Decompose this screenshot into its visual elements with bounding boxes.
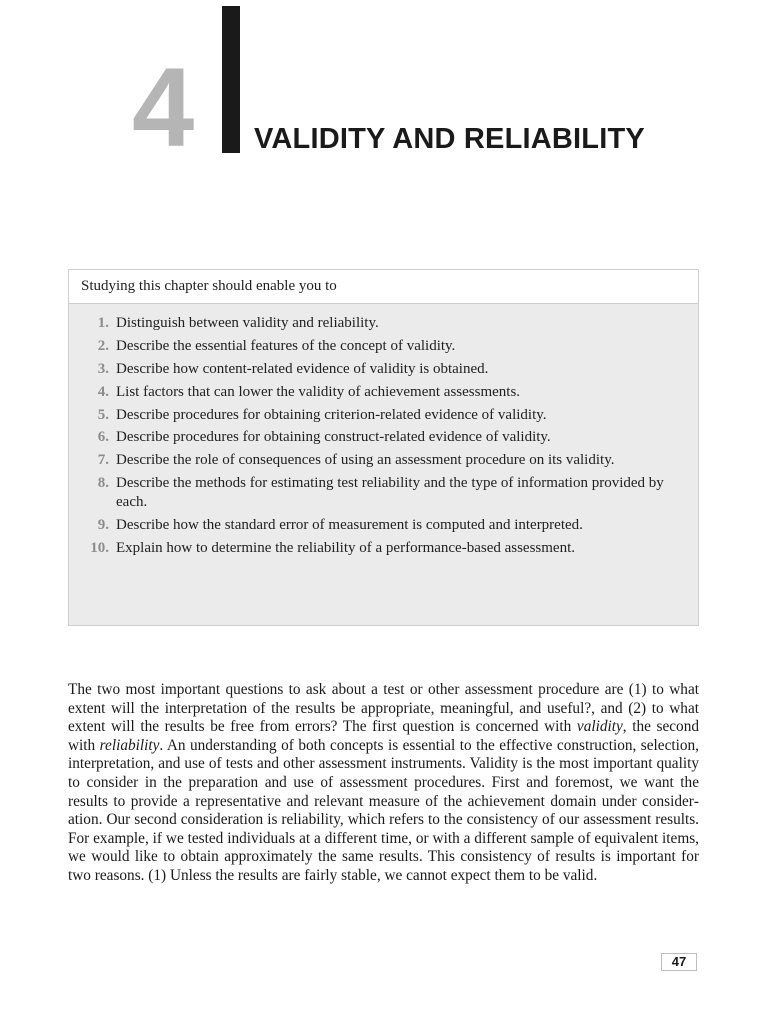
objective-text: Describe how content-related evidence of validity is obtained. <box>116 360 489 377</box>
objective-number: 1. <box>97 315 109 331</box>
learning-objectives-box <box>68 269 699 626</box>
objective-text: List factors that can lower the validity of achievement assessments. <box>116 383 521 400</box>
objective-text: Describe the role of consequences of using an assessment procedure on its validity. <box>116 452 615 469</box>
objective-text: Describe the methods for estimating test reliability and the type of information provided by each. <box>116 475 664 510</box>
page-number: 47 <box>661 953 697 971</box>
objective-text: Describe the essential features of the concept of validity. <box>116 337 456 354</box>
body-text-part-3: . An understanding of both concepts is essential to the effective construction, selection, interpretation, and use of tests and other assessment instruments. Validity is the most important quality to consider in the preparation and use of assessment procedures. First and foremost, we want the results to provide a representative and relevant measure of the achievement domain under consideration. Our second consideration is reliability, which refers to the consistency of our assessment results. For example, if we tested individuals at a different time, or with a different sample of equivalent items, we would like to obtain approximately the same results. This consistency of results is important for two reasons. (1) Unless the results are fairly stable, we cannot expect them to be valid. <box>68 736 699 884</box>
objective-item <box>69 451 698 470</box>
objective-item <box>69 337 698 356</box>
objective-item <box>69 474 698 511</box>
objective-item <box>69 428 698 447</box>
objective-number: 2. <box>97 337 109 354</box>
objective-item <box>69 406 698 425</box>
objective-item <box>69 539 698 558</box>
objective-text: Describe how the standard error of measurement is computed and interpreted. <box>116 516 583 533</box>
objective-item <box>69 314 698 333</box>
objective-item <box>69 516 698 535</box>
objective-text: Distinguish between validity and reliability. <box>116 315 379 331</box>
objective-number: 3. <box>97 360 109 377</box>
objective-item <box>69 383 698 402</box>
objectives-list <box>69 304 698 557</box>
objective-number: 4. <box>97 383 109 400</box>
chapter-divider-bar <box>222 6 240 153</box>
objective-text: Describe procedures for obtaining construct-related evidence of validity. <box>116 429 551 446</box>
body-paragraph <box>68 681 699 886</box>
objective-number: 10. <box>90 539 109 556</box>
objective-number: 7. <box>97 452 109 469</box>
objective-number: 9. <box>97 516 109 533</box>
body-text-part-1: The two most important questions to ask about a test or other assessment procedure are (1) to what extent will the interpretation of the results be appropriate, meaningful, and useful?, and (2) to what extent will the results be free from errors? The first question is concerned with <box>68 681 699 736</box>
term-reliability: reliability <box>99 736 160 754</box>
objective-text: Describe procedures for obtaining criterion-related evidence of validity. <box>116 406 547 423</box>
objective-item <box>69 360 698 379</box>
body-text-part-2: , the second with <box>68 718 699 754</box>
objective-text: Explain how to determine the reliability of a performance-based assessment. <box>116 539 576 556</box>
objective-number: 5. <box>97 406 109 423</box>
objectives-header: Studying this chapter should enable you to <box>69 270 698 304</box>
objective-number: 6. <box>97 429 109 446</box>
objective-number: 8. <box>97 475 109 492</box>
chapter-title: VALIDITY AND RELIABILITY <box>254 123 645 155</box>
chapter-number: 4 <box>132 45 193 170</box>
term-validity: validity <box>576 718 623 736</box>
